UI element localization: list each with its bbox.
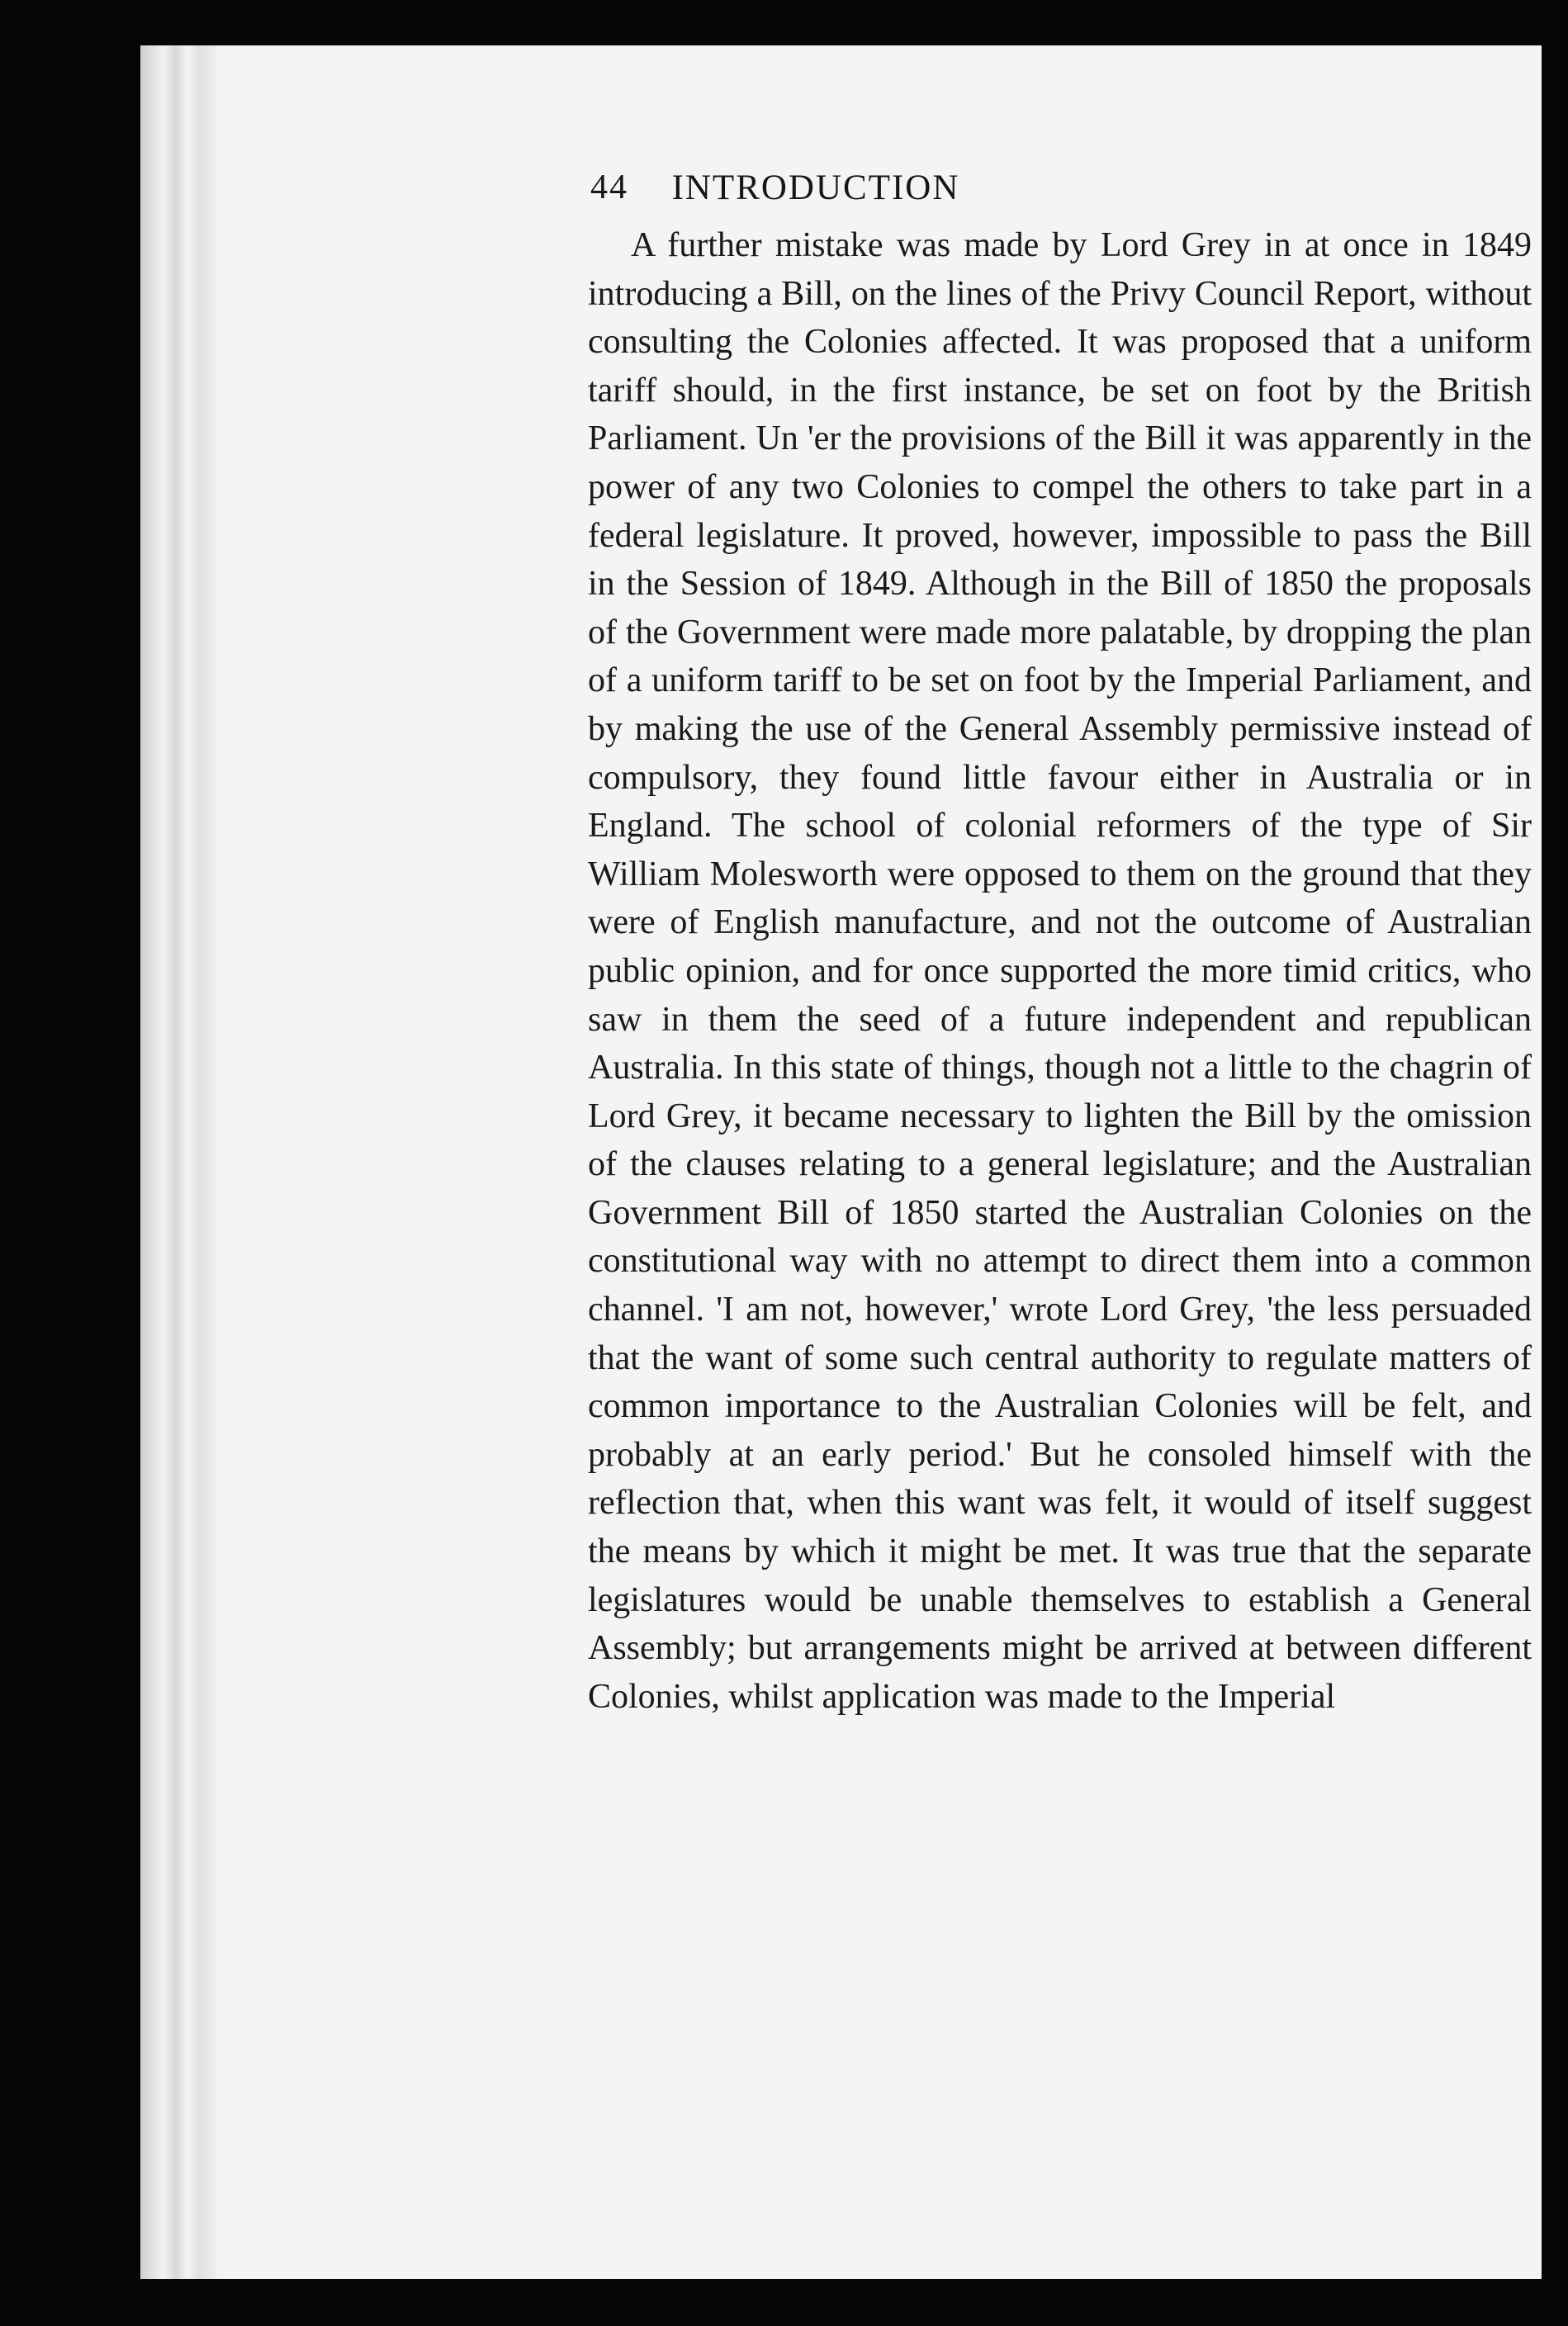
- book-page-edges: [140, 45, 219, 2279]
- running-title: INTRODUCTION: [671, 168, 960, 207]
- page-number: 44: [590, 168, 628, 206]
- body-paragraph: A further mistake was made by Lord Grey in at once in 1849 introducing a Bill, on the lines of the Privy Council Report, without consulting the Colonies affected. It was proposed that a uniform tariff should, in the first instance, be set on foot by the British Parliament. Un 'er the provisions of the Bill it was apparently in the power of any two Colonies to compel the others to take part in a federal legislature. It proved, however, impossible to pass the Bill in the Session of 1849. Although in the Bill of 1850 the proposals of the Government were made more palatable, by dropping the plan of a uniform tariff to be set on foot by the Imperial Parliament, and by making the use of the General Assembly permissive instead of compulsory, they found little favour either in Australia or in England. The school of colonial reformers of the type of Sir William Molesworth were opposed to them on the ground that they were of English manufacture, and not the outcome of Australian public opinion, and for once supported the more timid critics, who saw in them the seed of a future independent and republican Australia. In this state of things, though not a little to the chagrin of Lord Grey, it became necessary to lighten the Bill by the omission of the clauses relating to a general legislature; and the Australian Government Bill of 1850 started the Australian Colonies on the constitutional way with no attempt to direct them into a common channel. 'I am not, however,' wrote Lord Grey, 'the less persuaded that the want of some such central authority to regulate matters of common importance to the Australian Colonies will be felt, and probably at an early period.' But he consoled himself with the reflection that, when this want was felt, it would of itself suggest the means by which it might be met. It was true that the separate legislatures would be unable themselves to establish a General Assembly; but arrangements might be arrived at between different Colonies, whilst application was made to the Imperial: [588, 226, 1532, 1716]
- running-head: [372, 168, 1260, 214]
